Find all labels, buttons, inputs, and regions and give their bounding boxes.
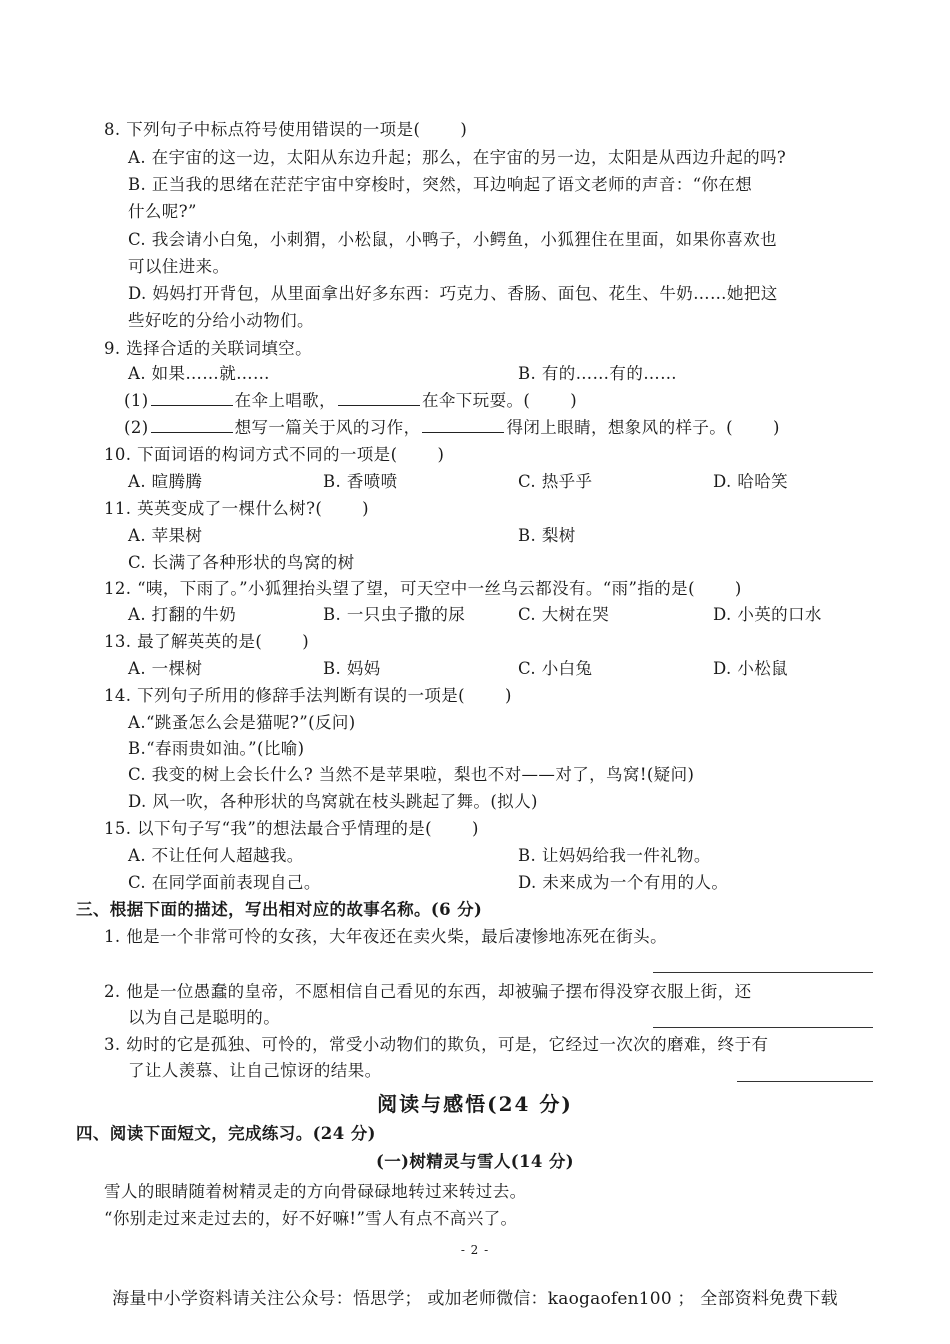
- q8-option-c: C. 我会请小白兔，小刺猬，小松鼠，小鸭子，小鳄鱼，小狐狸住在里面，如果你喜欢也: [128, 230, 778, 249]
- q8-option-c-cont: 可以住进来。: [128, 257, 230, 276]
- q12-option-c: C. 大树在哭: [518, 605, 610, 624]
- q8-option-d: D. 妈妈打开背包，从里面拿出好多东西：巧克力、香肠、面包、花生、牛奶……她把这: [128, 284, 778, 303]
- sec3-item-2: 2. 他是一位愚蠢的皇帝，不愿相信自己看见的东西，却被骗子摆布得没穿衣服上街，还: [104, 982, 752, 1001]
- q13-option-d: D. 小松鼠: [713, 659, 789, 678]
- q8-option-b: B. 正当我的思绪在茫茫宇宙中穿梭时，突然，耳边响起了语文老师的声音：“你在想: [128, 175, 753, 194]
- q8-option-b-cont: 什么呢?”: [128, 202, 197, 221]
- q15-option-c: C. 在同学面前表现自己。: [128, 873, 321, 892]
- q14-option-c: C. 我变的树上会长什么? 当然不是苹果啦，梨也不对——对了，鸟窝!(疑问): [128, 765, 695, 784]
- q8-option-d-cont: 些好吃的分给小动物们。: [128, 311, 314, 330]
- q8-stem: 8. 下列句子中标点符号使用错误的一项是( ): [104, 120, 468, 139]
- q10-option-d: D. 哈哈笑: [713, 472, 789, 491]
- q12-option-d: D. 小英的口水: [713, 605, 822, 624]
- page-number: - 2 -: [460, 1243, 490, 1257]
- q11-option-c: C. 长满了各种形状的鸟窝的树: [128, 553, 355, 572]
- q9-stem: 9. 选择合适的关联词填空。: [104, 339, 313, 358]
- q15-stem: 15. 以下句子写“我”的想法最合乎情理的是( ): [104, 819, 479, 838]
- q15-option-a: A. 不让任何人超越我。: [128, 846, 304, 865]
- answer-blank[interactable]: [338, 391, 420, 406]
- q15-option-d: D. 未来成为一个有用的人。: [518, 873, 729, 892]
- answer-blank[interactable]: [151, 391, 233, 406]
- footer-notice: 海量中小学资料请关注公众号：悟思学； 或加老师微信：kaogaofen100 ； 全部资料免费下载: [112, 1289, 838, 1309]
- q13-option-a: A. 一棵树: [128, 659, 203, 678]
- answer-line[interactable]: [737, 1081, 873, 1082]
- q10-option-b: B. 香喷喷: [323, 472, 398, 491]
- sec3-item-3-cont: 了让人羡慕、让自己惊讶的结果。: [128, 1061, 382, 1080]
- sec3-item-1: 1. 他是一个非常可怜的女孩，大年夜还在卖火柴，最后凄惨地冻死在街头。: [104, 927, 667, 946]
- q8-option-a: A. 在宇宙的这一边，太阳从东边升起；那么，在宇宙的另一边，太阳是从西边升起的吗?: [128, 148, 787, 167]
- answer-blank[interactable]: [422, 418, 504, 433]
- passage-paragraph-2: “你别走过来走过去的，好不好嘛!”雪人有点不高兴了。: [104, 1209, 518, 1228]
- q10-option-a: A. 暄腾腾: [128, 472, 203, 491]
- q14-stem: 14. 下列句子所用的修辞手法判断有误的一项是( ): [104, 686, 512, 705]
- section-4-title: 四、阅读下面短文，完成练习。(24 分): [76, 1124, 376, 1143]
- q9-sentence-1: (1) 在伞上唱歌， 在伞下玩耍。( ): [124, 391, 578, 410]
- passage-paragraph-1: 雪人的眼睛随着树精灵走的方向骨碌碌地转过来转过去。: [104, 1182, 527, 1201]
- q9-sentence-2: (2) 想写一篇关于风的习作， 得闭上眼睛，想象风的样子。( ): [124, 418, 780, 437]
- q12-option-a: A. 打翻的牛奶: [128, 605, 237, 624]
- q13-option-b: B. 妈妈: [323, 659, 381, 678]
- q10-option-c: C. 热乎乎: [518, 472, 593, 491]
- q11-option-b: B. 梨树: [518, 526, 576, 545]
- q14-option-b: B.“春雨贵如油。”(比喻): [128, 739, 305, 758]
- q14-option-a: A.“跳蚤怎么会是猫呢?”(反问): [128, 713, 356, 732]
- q12-stem: 12. “咦，下雨了。”小狐狸抬头望了望，可天空中一丝乌云都没有。“雨”指的是( ): [104, 579, 742, 598]
- q9-option-b: B. 有的……有的……: [518, 364, 678, 383]
- q12-option-b: B. 一只虫子撒的尿: [323, 605, 466, 624]
- q10-stem: 10. 下面词语的构词方式不同的一项是( ): [104, 445, 445, 464]
- answer-line[interactable]: [653, 1027, 873, 1028]
- q13-stem: 13. 最了解英英的是( ): [104, 632, 310, 651]
- q11-option-a: A. 苹果树: [128, 526, 203, 545]
- answer-line[interactable]: [653, 972, 873, 973]
- section-3-title: 三、根据下面的描述，写出相对应的故事名称。(6 分): [76, 900, 483, 919]
- sec3-item-2-cont: 以为自己是聪明的。: [128, 1008, 281, 1027]
- answer-blank[interactable]: [151, 418, 233, 433]
- q15-option-b: B. 让妈妈给我一件礼物。: [518, 846, 711, 865]
- q14-option-d: D. 风一吹，各种形状的鸟窝就在枝头跳起了舞。(拟人): [128, 792, 538, 811]
- passage-title: (一)树精灵与雪人(14 分): [376, 1152, 574, 1171]
- reading-section-header: 阅读与感悟(24 分): [377, 1092, 573, 1116]
- q9-option-a: A. 如果……就……: [128, 364, 270, 383]
- sec3-item-3: 3. 幼时的它是孤独、可怜的，常受小动物们的欺负，可是，它经过一次次的磨难，终于有: [104, 1035, 769, 1054]
- q11-stem: 11. 英英变成了一棵什么树?( ): [104, 499, 370, 518]
- q13-option-c: C. 小白兔: [518, 659, 593, 678]
